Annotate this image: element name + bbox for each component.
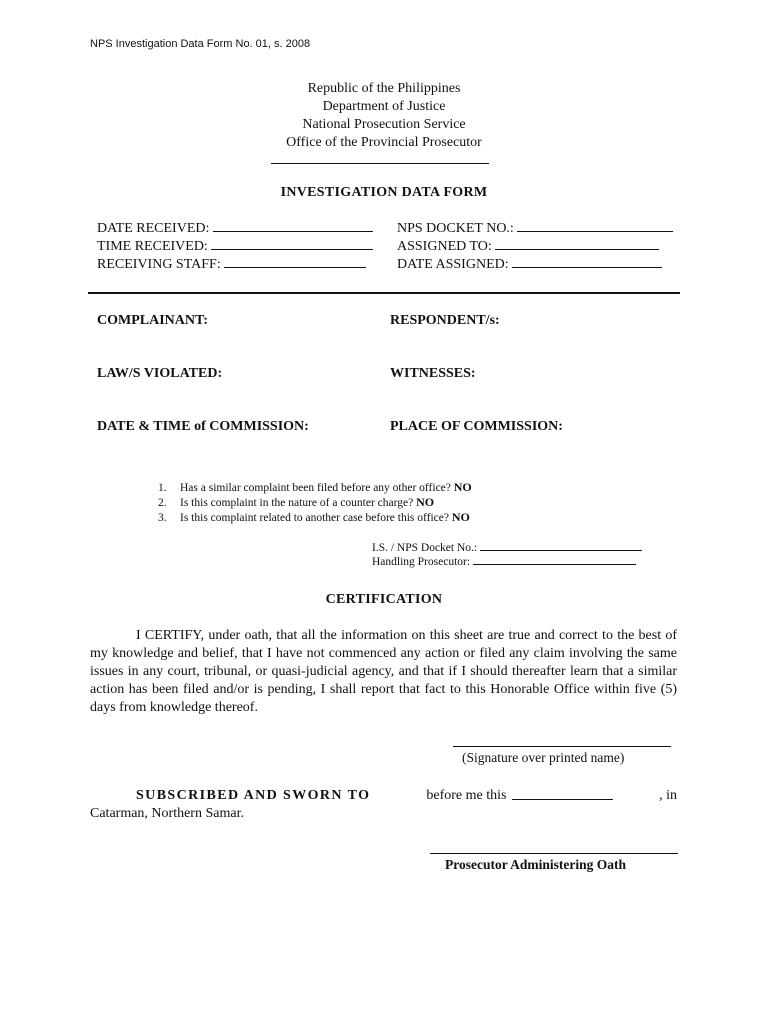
assigned-to-field — [397, 239, 659, 255]
signature-caption: (Signature over printed name) — [462, 750, 625, 765]
laws-violated-label: LAW/S VIOLATED: — [97, 366, 223, 381]
question-item — [158, 510, 470, 525]
time-received-label: TIME RECEIVED: — [97, 239, 208, 254]
header-department: Department of Justice — [322, 99, 446, 114]
date-received-label: DATE RECEIVED: — [97, 221, 210, 236]
date-received-field — [97, 221, 373, 237]
related-docket-input[interactable] — [480, 540, 642, 551]
witnesses-label: WITNESSES: — [390, 366, 476, 381]
assigned-to-input[interactable] — [495, 239, 659, 250]
form-title: INVESTIGATION DATA FORM — [280, 185, 488, 200]
respondent-label: RESPONDENT/s: — [390, 313, 500, 328]
oath-date-input[interactable] — [512, 787, 613, 800]
header-office: Office of the Provincial Prosecutor — [286, 135, 482, 150]
related-docket-field — [372, 540, 642, 554]
handling-prosecutor-field — [372, 554, 636, 568]
prosecutor-signature-line[interactable] — [430, 853, 678, 854]
oath-paragraph — [90, 787, 677, 823]
nps-docket-label: NPS DOCKET NO.: — [397, 221, 514, 236]
assigned-to-label: ASSIGNED TO: — [397, 239, 492, 254]
question-item — [158, 480, 472, 495]
date-assigned-field — [397, 257, 662, 273]
place-commission-label: PLACE OF COMMISSION: — [390, 419, 563, 434]
nps-docket-input[interactable] — [517, 221, 673, 232]
receiving-staff-field — [97, 257, 366, 273]
question-number: 2. — [158, 497, 167, 509]
prosecutor-caption: Prosecutor Administering Oath — [445, 857, 626, 872]
receiving-staff-label: RECEIVING STAFF: — [97, 257, 221, 272]
oath-lead: SUBSCRIBED AND SWORN TO — [136, 788, 371, 803]
question-answer[interactable]: NO — [451, 510, 470, 524]
header-republic: Republic of the Philippines — [307, 81, 461, 96]
oath-before-me: before me this — [426, 788, 507, 803]
complainant-label: COMPLAINANT: — [97, 313, 208, 328]
question-item — [158, 495, 434, 510]
oath-in: , in — [659, 788, 677, 803]
related-docket-label: I.S. / NPS Docket No.: — [372, 542, 478, 554]
signature-line[interactable] — [453, 746, 671, 747]
question-answer[interactable]: NO — [416, 495, 435, 509]
certification-heading: CERTIFICATION — [325, 592, 443, 607]
question-text: Is this complaint related to another case before this office? — [180, 512, 449, 524]
header-service: National Prosecution Service — [302, 117, 466, 132]
date-received-input[interactable] — [213, 221, 373, 232]
date-assigned-input[interactable] — [512, 257, 662, 268]
question-number: 3. — [158, 512, 167, 524]
certification-body: I CERTIFY, under oath, that all the information on this sheet are true and correct to the best of my knowledge and belief, that I have not commenced any action or filed any claim involving the same issues in any court, tribunal, or quasi-judicial agency, and that if I should thereafter learn that a similar action has been filed and/or is pending, I shall report that fact to this Honorable Office within five (5) days from knowledge thereof. — [90, 628, 677, 715]
date-time-commission-label: DATE & TIME of COMMISSION: — [97, 419, 309, 434]
date-assigned-label: DATE ASSIGNED: — [397, 257, 509, 272]
receiving-staff-input[interactable] — [224, 257, 366, 268]
question-answer[interactable]: NO — [453, 480, 472, 494]
time-received-input[interactable] — [211, 239, 373, 250]
handling-prosecutor-input[interactable] — [473, 554, 636, 565]
form-number: NPS Investigation Data Form No. 01, s. 2008 — [90, 38, 311, 50]
oath-place: Catarman, Northern Samar. — [90, 806, 244, 821]
question-text: Has a similar complaint been filed before any other office? — [180, 482, 451, 494]
handling-prosecutor-label: Handling Prosecutor: — [372, 556, 471, 568]
time-received-field — [97, 239, 373, 255]
question-number: 1. — [158, 482, 167, 494]
section-divider — [88, 292, 680, 294]
question-text: Is this complaint in the nature of a counter charge? — [180, 497, 414, 509]
office-name-line[interactable] — [271, 163, 489, 164]
nps-docket-field — [397, 221, 673, 237]
